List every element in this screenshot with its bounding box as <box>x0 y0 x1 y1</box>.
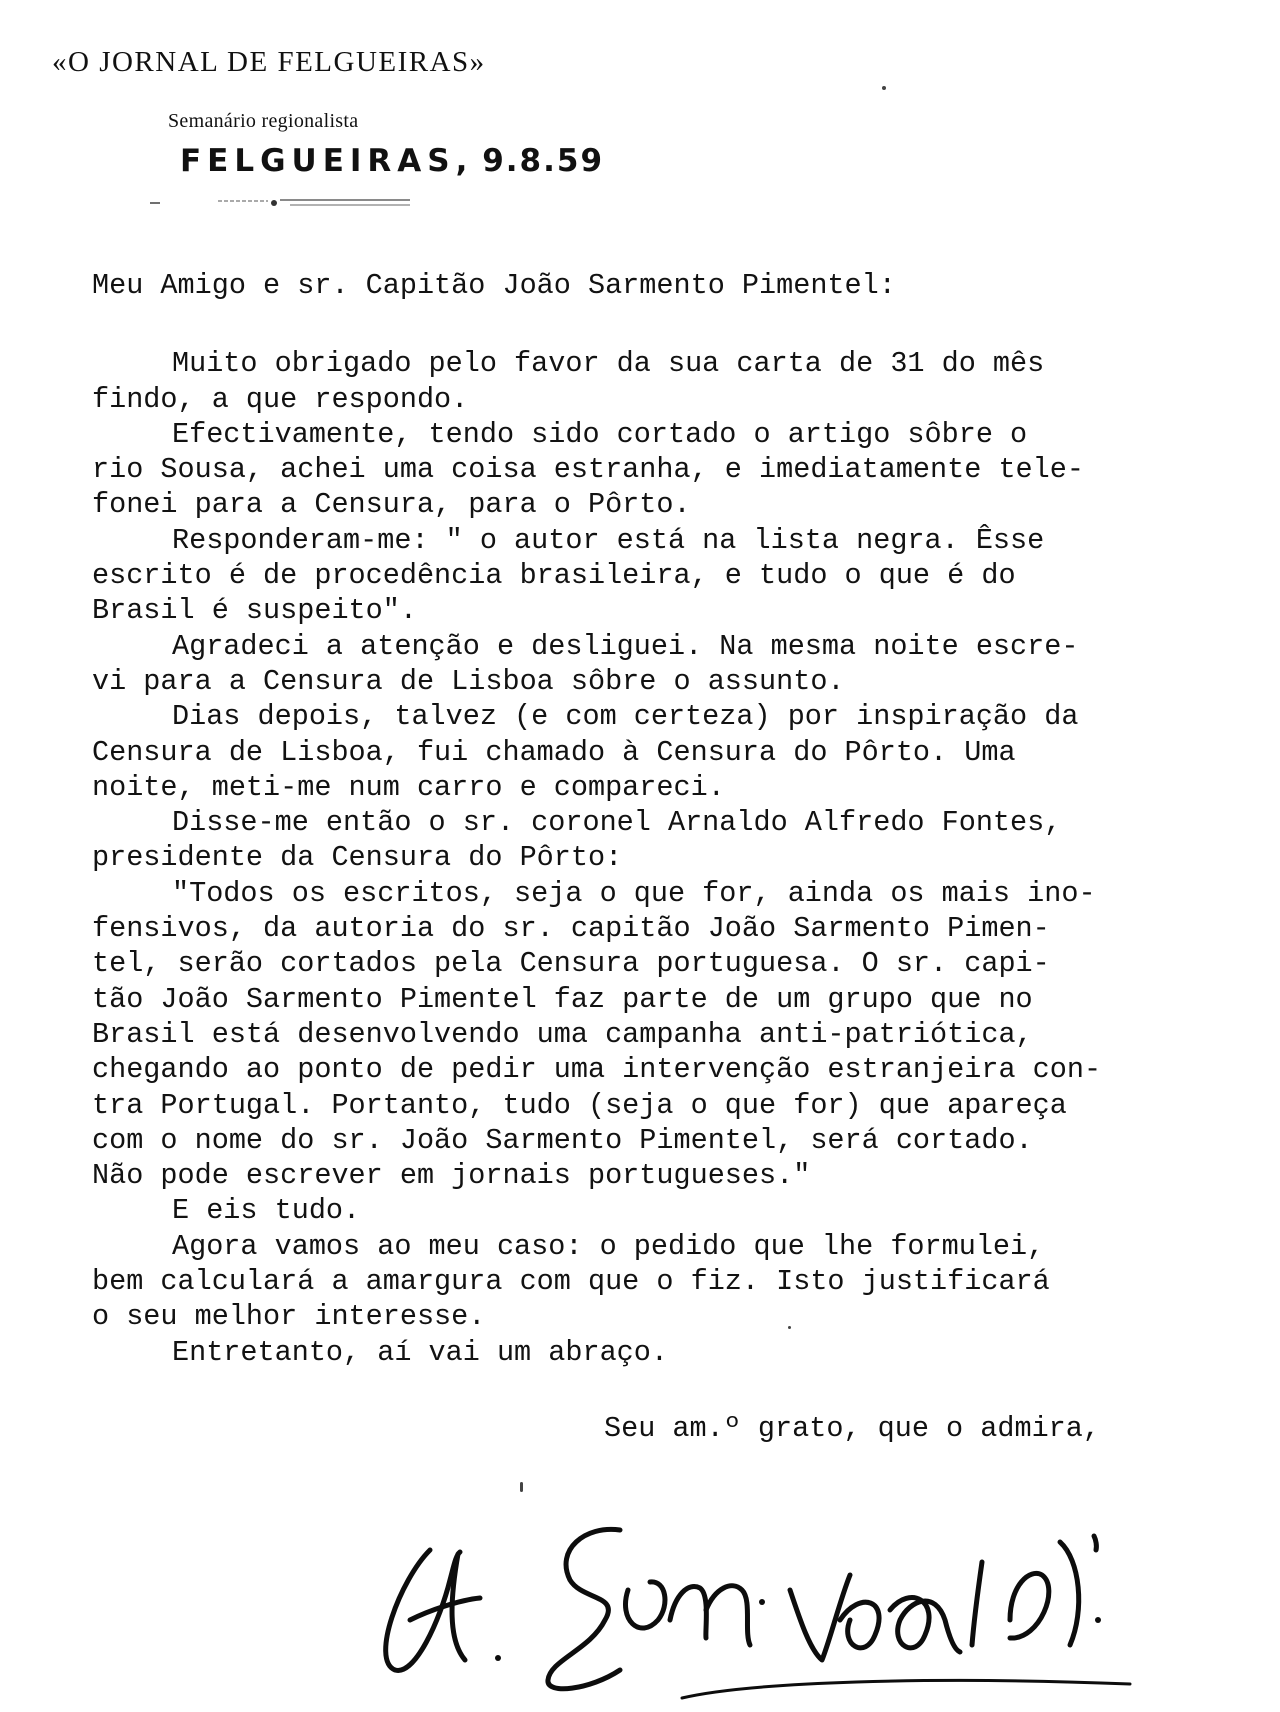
letter-line: Responderam-me: " o autor está na lista negra. Êsse <box>172 523 1045 557</box>
letter-date: 9.8.59 <box>482 143 605 179</box>
letter-line: Agora vamos ao meu caso: o pedido que lhe formulei, <box>172 1229 1045 1263</box>
closing-phrase: Seu am.º grato, que o admira, <box>604 1412 1100 1445</box>
letter-line: "Todos os escritos, seja o que for, ainda os mais ino- <box>172 876 1096 910</box>
letter-line: findo, a que respondo. <box>92 382 469 416</box>
letter-line: tão João Sarmento Pimentel faz parte de um grupo que no <box>92 982 1033 1016</box>
letter-line: Censura de Lisboa, fui chamado à Censura do Pôrto. Uma <box>92 735 1016 769</box>
paper-speck <box>788 1326 791 1329</box>
place-and-date <box>180 143 604 179</box>
city-name: FELGUEIRAS <box>180 143 456 179</box>
paragraph-gap <box>92 303 1242 346</box>
letter-line: o seu melhor interesse. <box>92 1300 486 1334</box>
handwritten-signature <box>370 1470 1230 1700</box>
newspaper-subtitle: Semanário regionalista <box>168 110 359 132</box>
letter-line: noite, meti-me num carro e compareci. <box>92 770 725 804</box>
letter-line: tel, serão cortados pela Censura portuguesa. O sr. capi- <box>92 947 1050 981</box>
paper-speck <box>520 1482 523 1492</box>
letter-line: bem calculará a amargura com que o fiz. Isto justificará <box>92 1265 1050 1299</box>
letter-line: Entretanto, aí vai um abraço. <box>172 1335 668 1369</box>
paper-speck <box>882 86 886 90</box>
letter-line: E eis tudo. <box>172 1194 361 1228</box>
letter-line: Brasil está desenvolvendo uma campanha anti-patriótica, <box>92 1017 1033 1051</box>
letter-line: tra Portugal. Portanto, tudo (seja o que for) que apareça <box>92 1088 1067 1122</box>
letter-line: Brasil é suspeito". <box>92 594 417 628</box>
header-divider <box>150 196 470 210</box>
letter-line: Não pode escrever em jornais portugueses." <box>92 1159 811 1193</box>
letter-line: com o nome do sr. João Sarmento Pimentel, será cortado. <box>92 1123 1033 1157</box>
letter-line: vi para a Censura de Lisboa sôbre o assunto. <box>92 664 845 698</box>
letter-body <box>92 268 1242 1370</box>
letter-line: fensivos, da autoria do sr. capitão João Sarmento Pimen- <box>92 912 1050 946</box>
letter-line: Disse-me então o sr. coronel Arnaldo Alfredo Fontes, <box>172 806 1062 840</box>
letter-line: Agradeci a atenção e desliguei. Na mesma noite escre- <box>172 629 1079 663</box>
newspaper-masthead: «O JORNAL DE FELGUEIRAS» <box>52 46 486 78</box>
letter-line: escrito é de procedência brasileira, e tudo o que é do <box>92 559 1016 593</box>
letter-line: chegando ao ponto de pedir uma intervenção estranjeira con- <box>92 1053 1102 1087</box>
letter-line: rio Sousa, achei uma coisa estranha, e imediatamente tele- <box>92 453 1084 487</box>
salutation: Meu Amigo e sr. Capitão João Sarmento Pimentel: <box>92 269 896 302</box>
date-separator: , <box>455 143 483 179</box>
letter-line: Dias depois, talvez (e com certeza) por inspiração da <box>172 700 1079 734</box>
letter-line: Efectivamente, tendo sido cortado o artigo sôbre o <box>172 417 1028 451</box>
letter-line: presidente da Censura do Pôrto: <box>92 841 623 875</box>
letter-line: Muito obrigado pelo favor da sua carta de 31 do mês <box>172 347 1045 381</box>
letter-line: fonei para a Censura, para o Pôrto. <box>92 488 691 522</box>
